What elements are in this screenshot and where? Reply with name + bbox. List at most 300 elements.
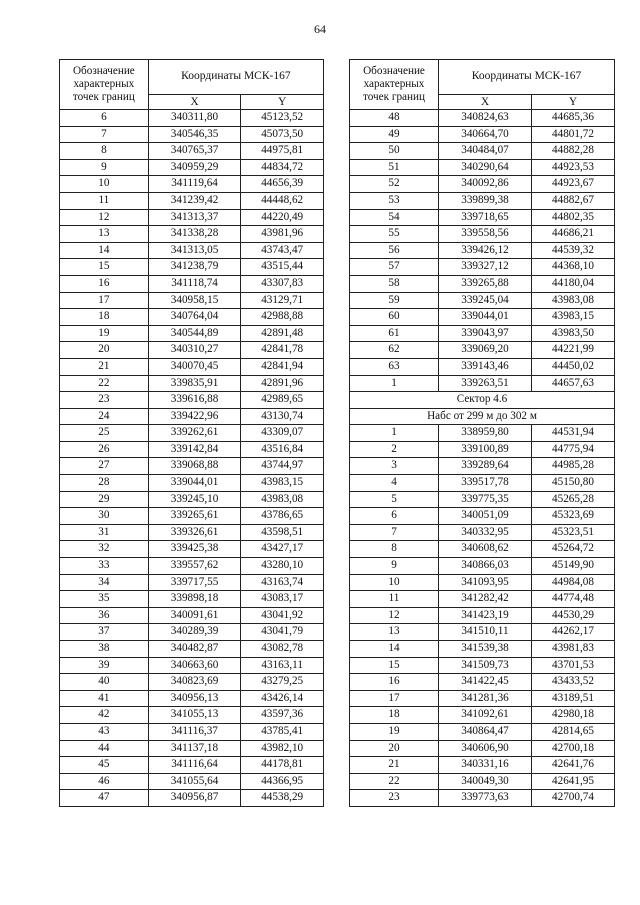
cell-y: 42641,76 [532, 757, 615, 774]
cell-x: 339718,65 [439, 209, 532, 226]
cell-point-id: 54 [350, 209, 439, 226]
cell-x: 339899,38 [439, 192, 532, 209]
cell-x: 339517,78 [439, 475, 532, 492]
cell-x: 339616,88 [148, 392, 241, 409]
table-row [60, 126, 324, 143]
cell-x: 340956,87 [148, 790, 241, 807]
cell-x: 340484,07 [439, 143, 532, 160]
cell-point-id: 17 [60, 292, 149, 309]
table-row [60, 441, 324, 458]
table-row [350, 641, 615, 658]
cell-y: 44656,39 [241, 176, 324, 193]
cell-point-id: 12 [350, 607, 439, 624]
header-x: X [439, 95, 532, 110]
table-row [60, 143, 324, 160]
cell-x: 339289,64 [439, 458, 532, 475]
table-row [350, 226, 615, 243]
table-row [350, 126, 615, 143]
cell-y: 42891,96 [241, 375, 324, 392]
cell-x: 338959,80 [439, 425, 532, 442]
table-row [60, 641, 324, 658]
cell-point-id: 52 [350, 176, 439, 193]
cell-point-id: 11 [60, 192, 149, 209]
cell-point-id: 23 [60, 392, 149, 409]
cell-y: 44368,10 [532, 259, 615, 276]
cell-point-id: 6 [350, 508, 439, 525]
cell-x: 340664,70 [439, 126, 532, 143]
table-row [60, 524, 324, 541]
cell-y: 43701,53 [532, 657, 615, 674]
cell-x: 340608,62 [439, 541, 532, 558]
cell-y: 43433,52 [532, 674, 615, 691]
cell-point-id: 13 [350, 624, 439, 641]
cell-point-id: 42 [60, 707, 149, 724]
section-title: Сектор 4.6 [350, 392, 615, 409]
cell-x: 339775,35 [439, 491, 532, 508]
cell-x: 340070,45 [148, 358, 241, 375]
table-row [350, 690, 615, 707]
table-row [60, 657, 324, 674]
cell-x: 340956,13 [148, 690, 241, 707]
cell-point-id: 38 [60, 641, 149, 658]
table-row [60, 159, 324, 176]
cell-x: 339835,91 [148, 375, 241, 392]
cell-point-id: 13 [60, 226, 149, 243]
cell-point-id: 39 [60, 657, 149, 674]
cell-y: 43983,08 [532, 292, 615, 309]
cell-x: 341338,28 [148, 226, 241, 243]
cell-x: 341282,42 [439, 591, 532, 608]
cell-point-id: 7 [350, 524, 439, 541]
cell-point-id: 40 [60, 674, 149, 691]
cell-point-id: 26 [60, 441, 149, 458]
cell-x: 339422,96 [148, 408, 241, 425]
cell-x: 341055,64 [148, 773, 241, 790]
cell-x: 340051,09 [439, 508, 532, 525]
cell-y: 44539,32 [532, 242, 615, 259]
table-row [60, 740, 324, 757]
cell-point-id: 36 [60, 607, 149, 624]
cell-y: 43129,71 [241, 292, 324, 309]
table-row [60, 425, 324, 442]
cell-point-id: 46 [60, 773, 149, 790]
cell-y: 43744,97 [241, 458, 324, 475]
cell-x: 340331,16 [439, 757, 532, 774]
cell-y: 44923,67 [532, 176, 615, 193]
table-row [350, 259, 615, 276]
cell-point-id: 15 [60, 259, 149, 276]
cell-x: 339327,12 [439, 259, 532, 276]
cell-x: 339068,88 [148, 458, 241, 475]
table-row [60, 475, 324, 492]
cell-y: 44882,67 [532, 192, 615, 209]
cell-x: 339069,20 [439, 342, 532, 359]
table-row [350, 508, 615, 525]
cell-x: 339043,97 [439, 325, 532, 342]
cell-y: 44180,04 [532, 275, 615, 292]
cell-y: 44834,72 [241, 159, 324, 176]
cell-y: 44985,28 [532, 458, 615, 475]
cell-x: 341313,05 [148, 242, 241, 259]
cell-point-id: 57 [350, 259, 439, 276]
cell-x: 341118,74 [148, 275, 241, 292]
cell-point-id: 15 [350, 657, 439, 674]
cell-x: 339326,61 [148, 524, 241, 541]
cell-x: 340663,60 [148, 657, 241, 674]
table-row [60, 773, 324, 790]
cell-y: 43083,17 [241, 591, 324, 608]
cell-point-id: 49 [350, 126, 439, 143]
cell-point-id: 50 [350, 143, 439, 160]
table-row [350, 723, 615, 740]
cell-x: 340091,61 [148, 607, 241, 624]
table-row [350, 159, 615, 176]
cell-point-id: 19 [350, 723, 439, 740]
cell-y: 44538,29 [241, 790, 324, 807]
cell-point-id: 8 [60, 143, 149, 160]
cell-point-id: 44 [60, 740, 149, 757]
cell-point-id: 1 [350, 425, 439, 442]
table-row [350, 441, 615, 458]
cell-x: 341238,79 [148, 259, 241, 276]
cell-point-id: 30 [60, 508, 149, 525]
cell-y: 44975,81 [241, 143, 324, 160]
cell-point-id: 55 [350, 226, 439, 243]
cell-y: 42980,18 [532, 707, 615, 724]
table-row [60, 674, 324, 691]
cell-y: 44366,95 [241, 773, 324, 790]
table-row [350, 541, 615, 558]
table-row [350, 773, 615, 790]
table-row [60, 309, 324, 326]
table-row [60, 723, 324, 740]
cell-y: 43041,92 [241, 607, 324, 624]
table-row [60, 209, 324, 226]
table-row [60, 458, 324, 475]
cell-y: 43426,14 [241, 690, 324, 707]
table-row [60, 690, 324, 707]
cell-y: 42841,94 [241, 358, 324, 375]
cell-point-id: 25 [60, 425, 149, 442]
cell-point-id: 51 [350, 159, 439, 176]
cell-y: 44262,17 [532, 624, 615, 641]
cell-y: 44530,29 [532, 607, 615, 624]
table-row [350, 524, 615, 541]
cell-x: 339143,46 [439, 358, 532, 375]
cell-y: 43597,36 [241, 707, 324, 724]
cell-y: 44802,35 [532, 209, 615, 226]
cell-point-id: 32 [60, 541, 149, 558]
cell-point-id: 20 [350, 740, 439, 757]
cell-point-id: 34 [60, 574, 149, 591]
cell-x: 340959,29 [148, 159, 241, 176]
cell-y: 44685,36 [532, 110, 615, 127]
table-row [350, 425, 615, 442]
cell-y: 45323,69 [532, 508, 615, 525]
cell-x: 339558,56 [439, 226, 532, 243]
table-row [350, 574, 615, 591]
table-row [350, 607, 615, 624]
cell-y: 43983,15 [532, 309, 615, 326]
table-row [350, 325, 615, 342]
cell-point-id: 19 [60, 325, 149, 342]
cell-x: 341093,95 [439, 574, 532, 591]
cell-y: 44923,53 [532, 159, 615, 176]
cell-x: 340864,47 [439, 723, 532, 740]
cell-y: 43515,44 [241, 259, 324, 276]
cell-point-id: 7 [60, 126, 149, 143]
table-row [350, 192, 615, 209]
cell-x: 340823,69 [148, 674, 241, 691]
cell-x: 339142,84 [148, 441, 241, 458]
table-row [350, 110, 615, 127]
cell-x: 339262,61 [148, 425, 241, 442]
cell-y: 44984,08 [532, 574, 615, 591]
table-row [350, 740, 615, 757]
table-row [350, 242, 615, 259]
cell-x: 340482,87 [148, 641, 241, 658]
cell-y: 44448,62 [241, 192, 324, 209]
cell-point-id: 22 [350, 773, 439, 790]
cell-x: 341137,18 [148, 740, 241, 757]
header-point-id: Обозначение характерных точек границ [350, 60, 439, 110]
cell-point-id: 16 [350, 674, 439, 691]
section-subtitle: Набс от 299 м до 302 м [350, 408, 615, 425]
table-row [60, 790, 324, 807]
cell-point-id: 62 [350, 342, 439, 359]
table-row [60, 408, 324, 425]
cell-point-id: 37 [60, 624, 149, 641]
cell-point-id: 53 [350, 192, 439, 209]
table-row [60, 624, 324, 641]
cell-x: 339265,88 [439, 275, 532, 292]
cell-x: 340310,27 [148, 342, 241, 359]
table-row [60, 342, 324, 359]
cell-x: 341119,64 [148, 176, 241, 193]
cell-point-id: 10 [350, 574, 439, 591]
table-body-right-a [350, 110, 615, 392]
cell-point-id: 18 [350, 707, 439, 724]
table-row [60, 558, 324, 575]
cell-y: 43983,08 [241, 491, 324, 508]
cell-y: 43983,15 [241, 475, 324, 492]
cell-x: 340049,30 [439, 773, 532, 790]
cell-y: 43981,83 [532, 641, 615, 658]
cell-y: 42814,65 [532, 723, 615, 740]
cell-x: 341055,13 [148, 707, 241, 724]
cell-y: 42891,48 [241, 325, 324, 342]
cell-y: 43163,11 [241, 657, 324, 674]
cell-y: 44686,21 [532, 226, 615, 243]
table-row [350, 475, 615, 492]
coordinates-table-right [349, 59, 615, 807]
table-row [350, 309, 615, 326]
table-row [60, 757, 324, 774]
cell-point-id: 14 [350, 641, 439, 658]
cell-y: 45073,50 [241, 126, 324, 143]
table-row [350, 790, 615, 807]
cell-y: 42841,78 [241, 342, 324, 359]
cell-point-id: 45 [60, 757, 149, 774]
cell-y: 44531,94 [532, 425, 615, 442]
cell-y: 42641,95 [532, 773, 615, 790]
cell-point-id: 48 [350, 110, 439, 127]
cell-x: 340765,37 [148, 143, 241, 160]
cell-y: 43786,65 [241, 508, 324, 525]
cell-y: 43983,50 [532, 325, 615, 342]
cell-x: 339044,01 [148, 475, 241, 492]
cell-x: 339044,01 [439, 309, 532, 326]
table-row [60, 110, 324, 127]
cell-x: 341539,38 [439, 641, 532, 658]
cell-x: 340290,64 [439, 159, 532, 176]
table-body-left [60, 110, 324, 807]
cell-x: 341239,42 [148, 192, 241, 209]
cell-y: 44450,02 [532, 358, 615, 375]
table-row [350, 292, 615, 309]
cell-y: 43189,51 [532, 690, 615, 707]
cell-x: 339245,04 [439, 292, 532, 309]
cell-x: 341422,45 [439, 674, 532, 691]
cell-x: 341116,37 [148, 723, 241, 740]
cell-point-id: 61 [350, 325, 439, 342]
table-row [350, 558, 615, 575]
cell-x: 339265,61 [148, 508, 241, 525]
cell-y: 42700,74 [532, 790, 615, 807]
cell-point-id: 29 [60, 491, 149, 508]
cell-x: 341509,73 [439, 657, 532, 674]
cell-y: 44178,81 [241, 757, 324, 774]
cell-point-id: 63 [350, 358, 439, 375]
cell-point-id: 59 [350, 292, 439, 309]
cell-x: 340289,39 [148, 624, 241, 641]
cell-y: 42989,65 [241, 392, 324, 409]
cell-x: 340958,15 [148, 292, 241, 309]
cell-y: 42988,88 [241, 309, 324, 326]
cell-x: 339898,18 [148, 591, 241, 608]
cell-x: 341281,36 [439, 690, 532, 707]
cell-y: 44801,72 [532, 126, 615, 143]
table-row [350, 491, 615, 508]
cell-x: 341313,37 [148, 209, 241, 226]
cell-point-id: 23 [350, 790, 439, 807]
table-row [350, 358, 615, 375]
cell-y: 43041,79 [241, 624, 324, 641]
cell-x: 340544,89 [148, 325, 241, 342]
header-point-id: Обозначение характерных точек границ [60, 60, 149, 110]
cell-point-id: 33 [60, 558, 149, 575]
cell-y: 43743,47 [241, 242, 324, 259]
cell-point-id: 14 [60, 242, 149, 259]
cell-y: 43785,41 [241, 723, 324, 740]
table-row [350, 591, 615, 608]
cell-x: 339245,10 [148, 491, 241, 508]
cell-x: 339263,51 [439, 375, 532, 392]
cell-x: 339425,38 [148, 541, 241, 558]
table-row [350, 657, 615, 674]
cell-point-id: 28 [60, 475, 149, 492]
cell-point-id: 17 [350, 690, 439, 707]
cell-x: 339717,55 [148, 574, 241, 591]
cell-y: 44775,94 [532, 441, 615, 458]
table-row [60, 292, 324, 309]
cell-x: 339773,63 [439, 790, 532, 807]
cell-y: 43516,84 [241, 441, 324, 458]
table-row [60, 259, 324, 276]
cell-y: 44657,63 [532, 375, 615, 392]
cell-point-id: 60 [350, 309, 439, 326]
cell-y: 45264,72 [532, 541, 615, 558]
table-row [350, 458, 615, 475]
table-row [350, 707, 615, 724]
cell-y: 43307,83 [241, 275, 324, 292]
table-row [60, 707, 324, 724]
header-coordinates: Координаты МСК-167 [148, 60, 323, 95]
cell-x: 340866,03 [439, 558, 532, 575]
cell-y: 43309,07 [241, 425, 324, 442]
table-row [350, 176, 615, 193]
table-row [60, 375, 324, 392]
section-header [350, 392, 615, 425]
cell-point-id: 43 [60, 723, 149, 740]
table-row [60, 358, 324, 375]
cell-point-id: 9 [60, 159, 149, 176]
cell-point-id: 12 [60, 209, 149, 226]
cell-point-id: 35 [60, 591, 149, 608]
cell-x: 340092,86 [439, 176, 532, 193]
cell-point-id: 24 [60, 408, 149, 425]
cell-point-id: 20 [60, 342, 149, 359]
header-x: X [148, 95, 241, 110]
cell-point-id: 5 [350, 491, 439, 508]
cell-point-id: 6 [60, 110, 149, 127]
table-row [350, 757, 615, 774]
cell-y: 43163,74 [241, 574, 324, 591]
cell-x: 340606,90 [439, 740, 532, 757]
table-row [60, 591, 324, 608]
header-coordinates: Координаты МСК-167 [439, 60, 615, 95]
cell-y: 44882,28 [532, 143, 615, 160]
cell-point-id: 16 [60, 275, 149, 292]
cell-y: 43130,74 [241, 408, 324, 425]
table-body-right-b [350, 425, 615, 807]
cell-point-id: 56 [350, 242, 439, 259]
table-row [60, 541, 324, 558]
table-row [350, 209, 615, 226]
cell-x: 341510,11 [439, 624, 532, 641]
table-row [350, 342, 615, 359]
cell-x: 340824,63 [439, 110, 532, 127]
table-row [60, 192, 324, 209]
cell-x: 339426,12 [439, 242, 532, 259]
table-row [60, 607, 324, 624]
cell-y: 43280,10 [241, 558, 324, 575]
cell-point-id: 8 [350, 541, 439, 558]
cell-point-id: 3 [350, 458, 439, 475]
table-row [60, 574, 324, 591]
cell-point-id: 10 [60, 176, 149, 193]
cell-y: 45323,51 [532, 524, 615, 541]
table-row [60, 226, 324, 243]
cell-y: 43082,78 [241, 641, 324, 658]
header-y: Y [241, 95, 324, 110]
cell-y: 44221,99 [532, 342, 615, 359]
cell-x: 341116,64 [148, 757, 241, 774]
table-row [350, 624, 615, 641]
cell-x: 341092,61 [439, 707, 532, 724]
cell-point-id: 41 [60, 690, 149, 707]
cell-point-id: 4 [350, 475, 439, 492]
